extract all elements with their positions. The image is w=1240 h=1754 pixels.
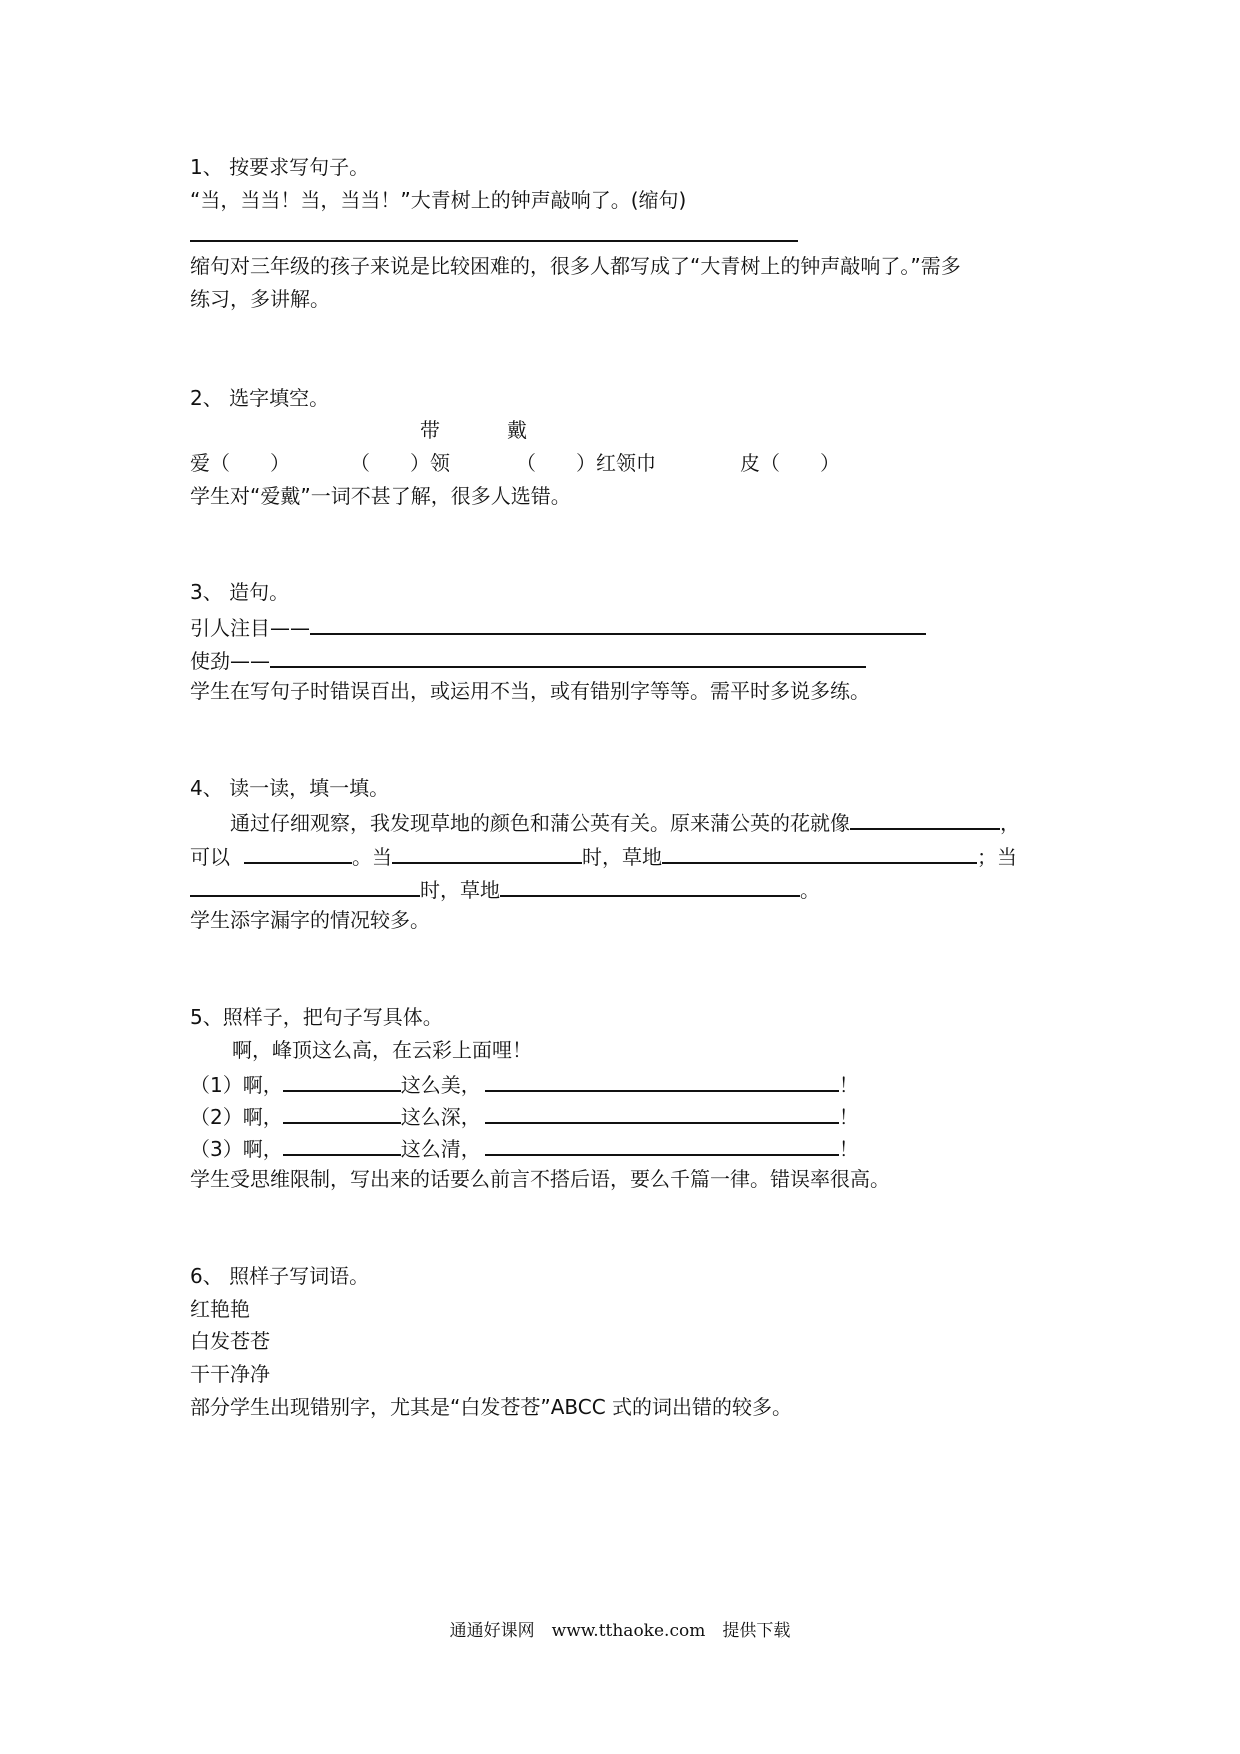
q2-note: 学生对“爱戴”一词不甚了解，很多人选错。 xyxy=(190,484,571,508)
q5-row-prefix: （1）啊， xyxy=(190,1073,283,1097)
q3-note: 学生在写句子时错误百出，或运用不当，或有错别字等等。需平时多说多练。 xyxy=(190,679,870,703)
q1-answer-line[interactable] xyxy=(190,240,798,242)
q6-word-1: 红艳艳 xyxy=(190,1297,250,1321)
q5-row-end: ！ xyxy=(838,1073,859,1097)
q3-row-2 xyxy=(190,644,866,675)
q3-word-1: 引人注目—— xyxy=(190,616,310,640)
q5-blank-a[interactable] xyxy=(283,1132,401,1156)
q4-blank-5[interactable] xyxy=(190,873,420,897)
q6-note: 部分学生出现错别字，尤其是“白发苍苍”ABCC 式的词出错的较多。 xyxy=(190,1395,793,1419)
q4-text-2c: 时，草地 xyxy=(582,845,662,869)
q5-row-prefix: （3）啊， xyxy=(190,1137,283,1161)
q2-title: 2、 选字填空。 xyxy=(190,386,330,410)
q5-title: 5、照样子，把句子写具体。 xyxy=(190,1005,443,1029)
q5-row-mid: 这么深， xyxy=(400,1105,481,1129)
q5-row-3 xyxy=(190,1132,859,1163)
q4-text-2b: 。当 xyxy=(352,845,392,869)
q2-choice-1: 带 xyxy=(420,418,440,442)
q4-text-3a: 时，草地 xyxy=(420,878,500,902)
q5-note: 学生受思维限制，写出来的话要么前言不搭后语，要么千篇一律。错误率很高。 xyxy=(190,1167,890,1191)
q4-para-line3 xyxy=(190,873,820,904)
q5-row-mid: 这么清， xyxy=(400,1137,481,1161)
q3-title: 3、 造句。 xyxy=(190,580,290,604)
q4-blank-1[interactable] xyxy=(850,806,1000,830)
q5-row-1 xyxy=(190,1068,859,1099)
q1-note-line1: 缩句对三年级的孩子来说是比较困难的，很多人都写成了“大青树上的钟声敲响了。”需多 xyxy=(190,254,961,278)
q4-blank-4[interactable] xyxy=(662,840,977,864)
q4-note: 学生添字漏字的情况较多。 xyxy=(190,908,430,932)
q4-title: 4、 读一读，填一填。 xyxy=(190,776,390,800)
q3-blank-2[interactable] xyxy=(270,644,866,668)
q1-title: 1、 按要求写句子。 xyxy=(190,155,370,179)
q1-prompt: “当，当当！当，当当！”大青树上的钟声敲响了。(缩句) xyxy=(190,188,687,212)
q5-blank-b[interactable] xyxy=(485,1132,839,1156)
q4-text-1-end: ， xyxy=(1000,811,1020,835)
q6-title: 6、 照样子写词语。 xyxy=(190,1264,370,1288)
q3-row-1 xyxy=(190,611,926,642)
q1-note-line2: 练习，多讲解。 xyxy=(190,287,330,311)
q5-blank-a[interactable] xyxy=(283,1100,401,1124)
q4-blank-3[interactable] xyxy=(392,840,582,864)
q2-item-2: （ ）领 xyxy=(350,451,450,475)
q3-blank-1[interactable] xyxy=(310,611,926,635)
q4-blank-2[interactable] xyxy=(244,840,352,864)
page-footer: 通通好课网 www.tthaoke.com 提供下载 xyxy=(449,1621,791,1641)
q4-para-line2 xyxy=(190,840,1017,871)
q5-row-end: ！ xyxy=(838,1137,859,1161)
q2-choice-2: 戴 xyxy=(507,418,527,442)
q4-para-line1 xyxy=(230,806,1020,837)
q6-word-3: 干干净净 xyxy=(190,1362,270,1386)
q6-word-2: 白发苍苍 xyxy=(190,1329,270,1353)
q5-blank-b[interactable] xyxy=(485,1100,839,1124)
q2-item-3: （ ）红领巾 xyxy=(516,451,656,475)
q5-example: 啊，峰顶这么高，在云彩上面哩！ xyxy=(232,1038,532,1062)
q5-row-mid: 这么美， xyxy=(400,1073,481,1097)
q5-row-end: ！ xyxy=(838,1105,859,1129)
q4-text-2a: 可以 xyxy=(190,845,230,869)
q5-row-prefix: （2）啊， xyxy=(190,1105,283,1129)
q3-word-2: 使劲—— xyxy=(190,649,270,673)
q5-row-2 xyxy=(190,1100,859,1131)
q2-item-4: 皮（ ） xyxy=(740,451,840,475)
q4-text-2d: ；当 xyxy=(977,845,1017,869)
q4-text-3b: 。 xyxy=(800,878,820,902)
q2-item-1: 爱（ ） xyxy=(190,451,290,475)
q5-blank-b[interactable] xyxy=(485,1068,839,1092)
q4-text-1: 通过仔细观察，我发现草地的颜色和蒲公英有关。原来蒲公英的花就像 xyxy=(230,811,850,835)
q5-blank-a[interactable] xyxy=(283,1068,401,1092)
q4-blank-6[interactable] xyxy=(500,873,800,897)
